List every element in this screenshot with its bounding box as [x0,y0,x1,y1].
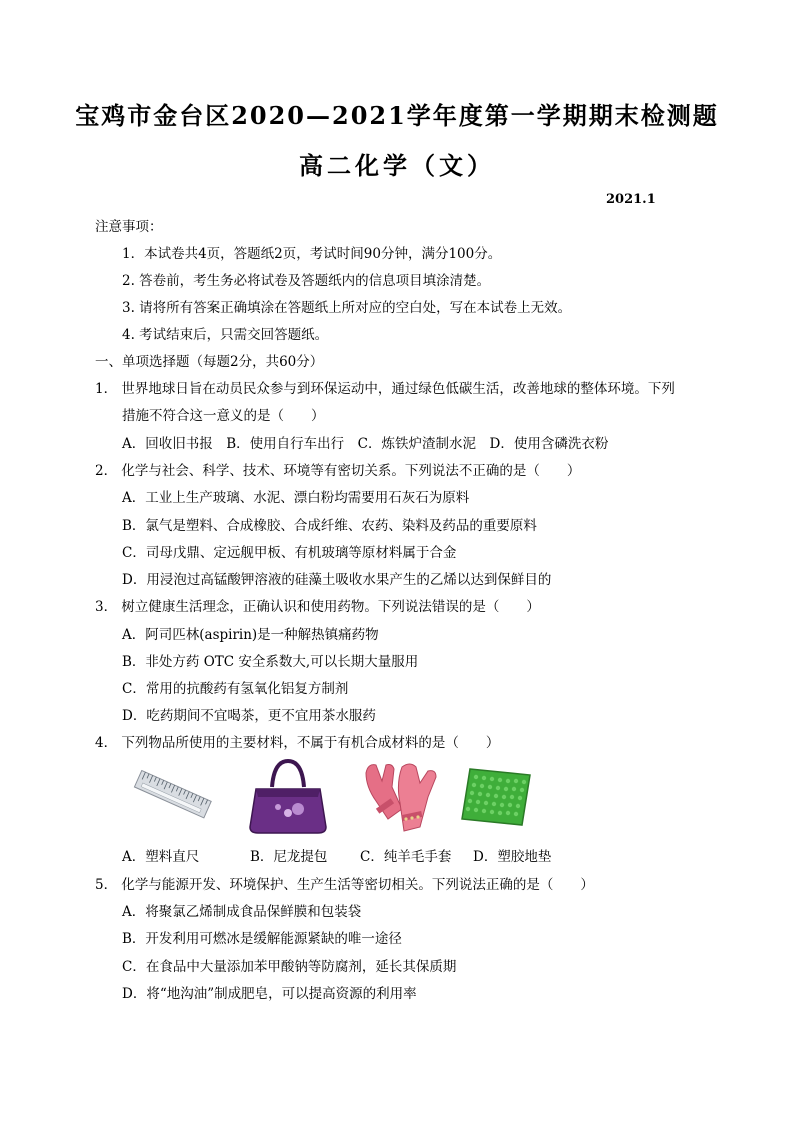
notice-item: 2. 答卷前，考生务必将试卷及答题纸内的信息项目填涂清楚。 [122,273,491,289]
exam-date: 2021.1 [606,192,656,207]
mat-image [458,763,534,831]
exam-title: 宝鸡市金台区2020—2021学年度第一学期期末检测题 [75,101,719,130]
q4-stem: 4． 下列物品所使用的主要材料，不属于有机合成材料的是（ ） [95,735,500,751]
bag-image [246,757,330,835]
q2-stem: 2． 化学与社会、科学、技术、环境等有密切关系。下列说法不正确的是（ ） [95,463,581,479]
q2-option-c: C．司母戊鼎、定远舰甲板、有机玻璃等原材料属于合金 [122,545,457,561]
q3-option-c: C．常用的抗酸药有氢氧化铝复方制剂 [122,681,349,697]
q2-option-d: D．用浸泡过高锰酸钾溶液的硅藻土吸收水果产生的乙烯以达到保鲜目的 [122,572,552,588]
q1-stem-cont: 措施不符合这一意义的是（ ） [122,408,325,424]
q3-stem: 3． 树立健康生活理念，正确认识和使用药物。下列说法错误的是（ ） [95,599,540,615]
glove-left [366,765,402,820]
ruler-image [132,763,212,829]
section-heading: 一、单项选择题（每题2分，共60分） [95,354,324,370]
q4-option-a: A．塑料直尺 [122,849,200,865]
notice-heading: 注意事项： [95,219,163,235]
q5-option-d: D．将“地沟油”制成肥皂，可以提高资源的利用率 [122,986,417,1002]
q5-stem: 5． 化学与能源开发、环境保护、生产生活等密切相关。下列说法正确的是（ ） [95,877,594,893]
q5-option-a: A．将聚氯乙烯制成食品保鲜膜和包装袋 [122,904,362,920]
q1-stem: 1． 世界地球日旨在动员民众参与到环保运动中，通过绿色低碳生活，改善地球的整体环境。下列 [95,381,675,397]
gloves-image [362,757,440,837]
q3-option-b: B．非处方药 OTC 安全系数大,可以长期大量服用 [122,654,419,670]
exam-subtitle: 高二化学（文） [299,151,495,180]
notice-item: 1．本试卷共4页，答题纸2页，考试时间90分钟，满分100分。 [122,246,502,262]
q5-option-b: B．开发利用可燃冰是缓解能源紧缺的唯一途径 [122,931,402,947]
bag-handle [272,761,304,787]
notice-item: 3. 请将所有答案正确填涂在答题纸上所对应的空白处，写在本试卷上无效。 [122,300,572,316]
q1-options: A．回收旧书报 B．使用自行车出行 C．炼铁炉渣制水泥 D．使用含磷洗衣粉 [122,436,609,452]
glove-right [398,764,436,831]
notice-item: 4. 考试结束后，只需交回答题纸。 [122,327,329,343]
q3-option-a: A．阿司匹林(aspirin)是一种解热镇痛药物 [122,627,379,643]
q2-option-a: A．工业上生产玻璃、水泥、漂白粉均需要用石灰石为原料 [122,490,470,506]
q5-option-c: C．在食品中大量添加苯甲酸钠等防腐剂，延长其保质期 [122,959,457,975]
q4-option-d: D．塑胶地垫 [473,849,552,865]
q3-option-d: D．吃药期间不宜喝茶，更不宜用茶水服药 [122,708,376,724]
q4-option-b: B．尼龙提包 [250,849,328,865]
q4-option-c: C．纯羊毛手套 [360,849,452,865]
q2-option-b: B．氯气是塑料、合成橡胶、合成纤维、农药、染料及药品的重要原料 [122,518,537,534]
